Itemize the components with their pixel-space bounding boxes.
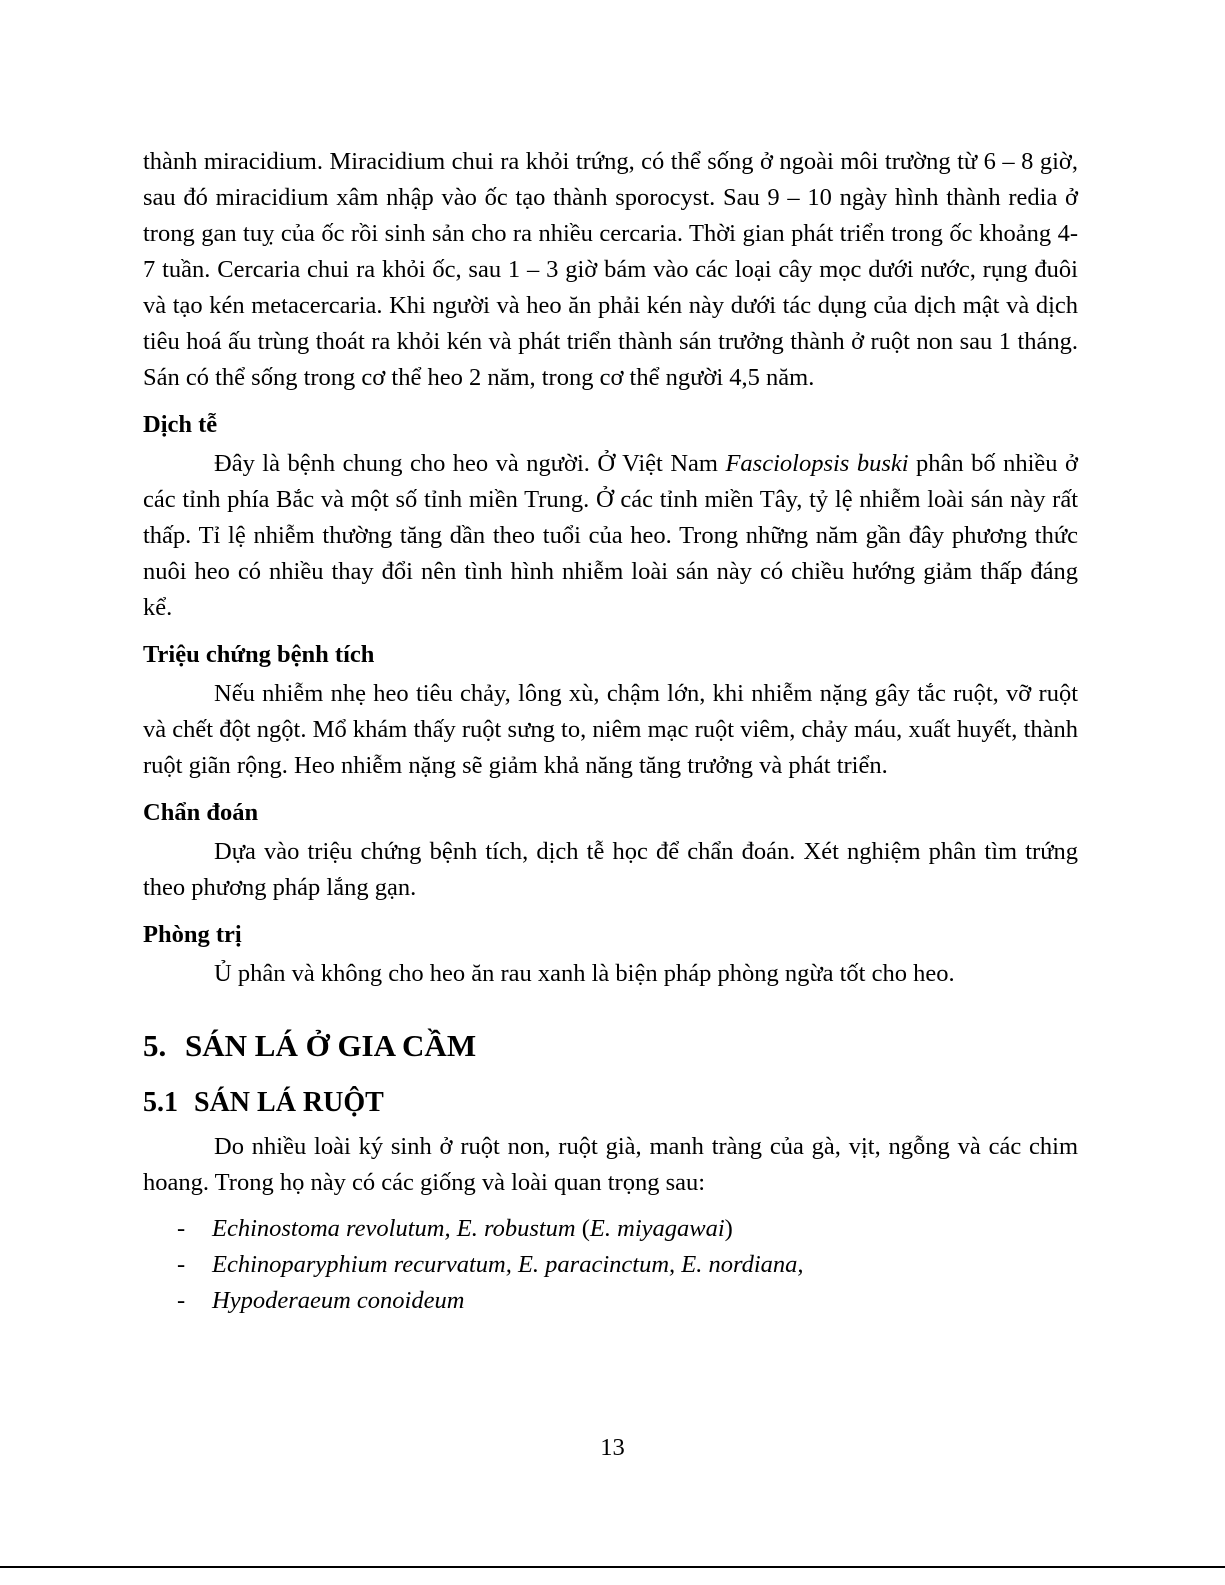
epidemiology-text-after: phân bố nhiều ở các tỉnh phía Bắc và một số tỉnh miền Trung. Ở các tỉnh miền Tây, tỷ lệ nhiễm loài sán này rất thấp. Tỉ lệ nhiễm thường tăng dần theo tuổi của heo. Trong những năm gần đây phương thức nuôi heo có nhiều thay đổi nên tình hình nhiễm loài sán này có chiều hướng giảm thấp đáng kể. bbox=[143, 450, 1078, 621]
section-5-1-number: 5.1 bbox=[143, 1087, 178, 1118]
list-item-text: Echinoparyphium recurvatum, E. paracinctum, E. nordiana, bbox=[212, 1251, 804, 1278]
list-item bbox=[143, 1247, 1078, 1283]
list-item-text: Hypoderaeum conoideum bbox=[212, 1287, 465, 1314]
list-dash: - bbox=[177, 1215, 186, 1242]
species-name: Fasciolopsis buski bbox=[725, 450, 909, 477]
epidemiology-text-before: Đây là bệnh chung cho heo và người. Ở Việt Nam bbox=[214, 450, 726, 477]
prevention-heading: Phòng trị bbox=[143, 921, 242, 948]
bottom-rule bbox=[0, 1566, 1225, 1568]
section-5-1-paragraph: Do nhiều loài ký sinh ở ruột non, ruột già, manh tràng của gà, vịt, ngỗng và các chim hoang. Trong họ này có các giống và loài quan trọng sau: bbox=[143, 1133, 1078, 1196]
list-item bbox=[143, 1283, 1078, 1319]
paren-close: ) bbox=[724, 1215, 733, 1242]
list-dash: - bbox=[177, 1287, 186, 1314]
list-item-text: Echinostoma revolutum, E. robustum bbox=[212, 1215, 582, 1242]
diagnosis-paragraph: Dựa vào triệu chứng bệnh tích, dịch tễ học để chẩn đoán. Xét nghiệm phân tìm trứng theo phương pháp lắng gạn. bbox=[143, 838, 1078, 901]
species-list bbox=[143, 1211, 1078, 1319]
epidemiology-paragraph bbox=[143, 446, 1078, 626]
prevention-paragraph: Ủ phân và không cho heo ăn rau xanh là biện pháp phòng ngừa tốt cho heo. bbox=[214, 960, 955, 987]
diagnosis-heading: Chẩn đoán bbox=[143, 799, 259, 826]
section-5-heading bbox=[143, 1026, 1078, 1066]
list-item bbox=[143, 1211, 1078, 1247]
symptoms-paragraph: Nếu nhiễm nhẹ heo tiêu chảy, lông xù, chậm lớn, khi nhiễm nặng gây tắc ruột, vỡ ruột và chết đột ngột. Mổ khám thấy ruột sưng to, niêm mạc ruột viêm, chảy máu, xuất huyết, thành ruột giãn rộng. Heo nhiễm nặng sẽ giảm khả năng tăng trưởng và phát triển. bbox=[143, 680, 1078, 779]
list-dash: - bbox=[177, 1251, 186, 1278]
page-content bbox=[143, 144, 1078, 1319]
section-5-number: 5. bbox=[143, 1028, 167, 1063]
page-number: 13 bbox=[600, 1434, 625, 1461]
section-5-1-title: SÁN LÁ RUỘT bbox=[194, 1087, 384, 1118]
paren-open: ( bbox=[581, 1215, 590, 1242]
epidemiology-heading: Dịch tễ bbox=[143, 411, 218, 438]
intro-paragraph: thành miracidium. Miracidium chui ra khỏi trứng, có thể sống ở ngoài môi trường từ 6 – 8 giờ, sau đó miracidium xâm nhập vào ốc tạo thành sporocyst. Sau 9 – 10 ngày hình thành redia ở trong gan tuỵ của ốc rồi sinh sản cho ra nhiều cercaria. Thời gian phát triển trong ốc khoảng 4-7 tuần. Cercaria chui ra khỏi ốc, sau 1 – 3 giờ bám vào các loại cây mọc dưới nước, rụng đuôi và tạo kén metacercaria. Khi người và heo ăn phải kén này dưới tác dụng của dịch mật và dịch tiêu hoá ấu trùng thoát ra khỏi kén và phát triển thành sán trưởng thành ở ruột non sau 1 tháng. Sán có thể sống trong cơ thể heo 2 năm, trong cơ thể người 4,5 năm. bbox=[143, 148, 1078, 391]
symptoms-heading: Triệu chứng bệnh tích bbox=[143, 641, 375, 668]
list-item-text: E. miyagawai bbox=[589, 1215, 725, 1242]
section-5-1-heading bbox=[143, 1084, 1078, 1122]
section-5-title: SÁN LÁ Ở GIA CẦM bbox=[185, 1028, 477, 1063]
